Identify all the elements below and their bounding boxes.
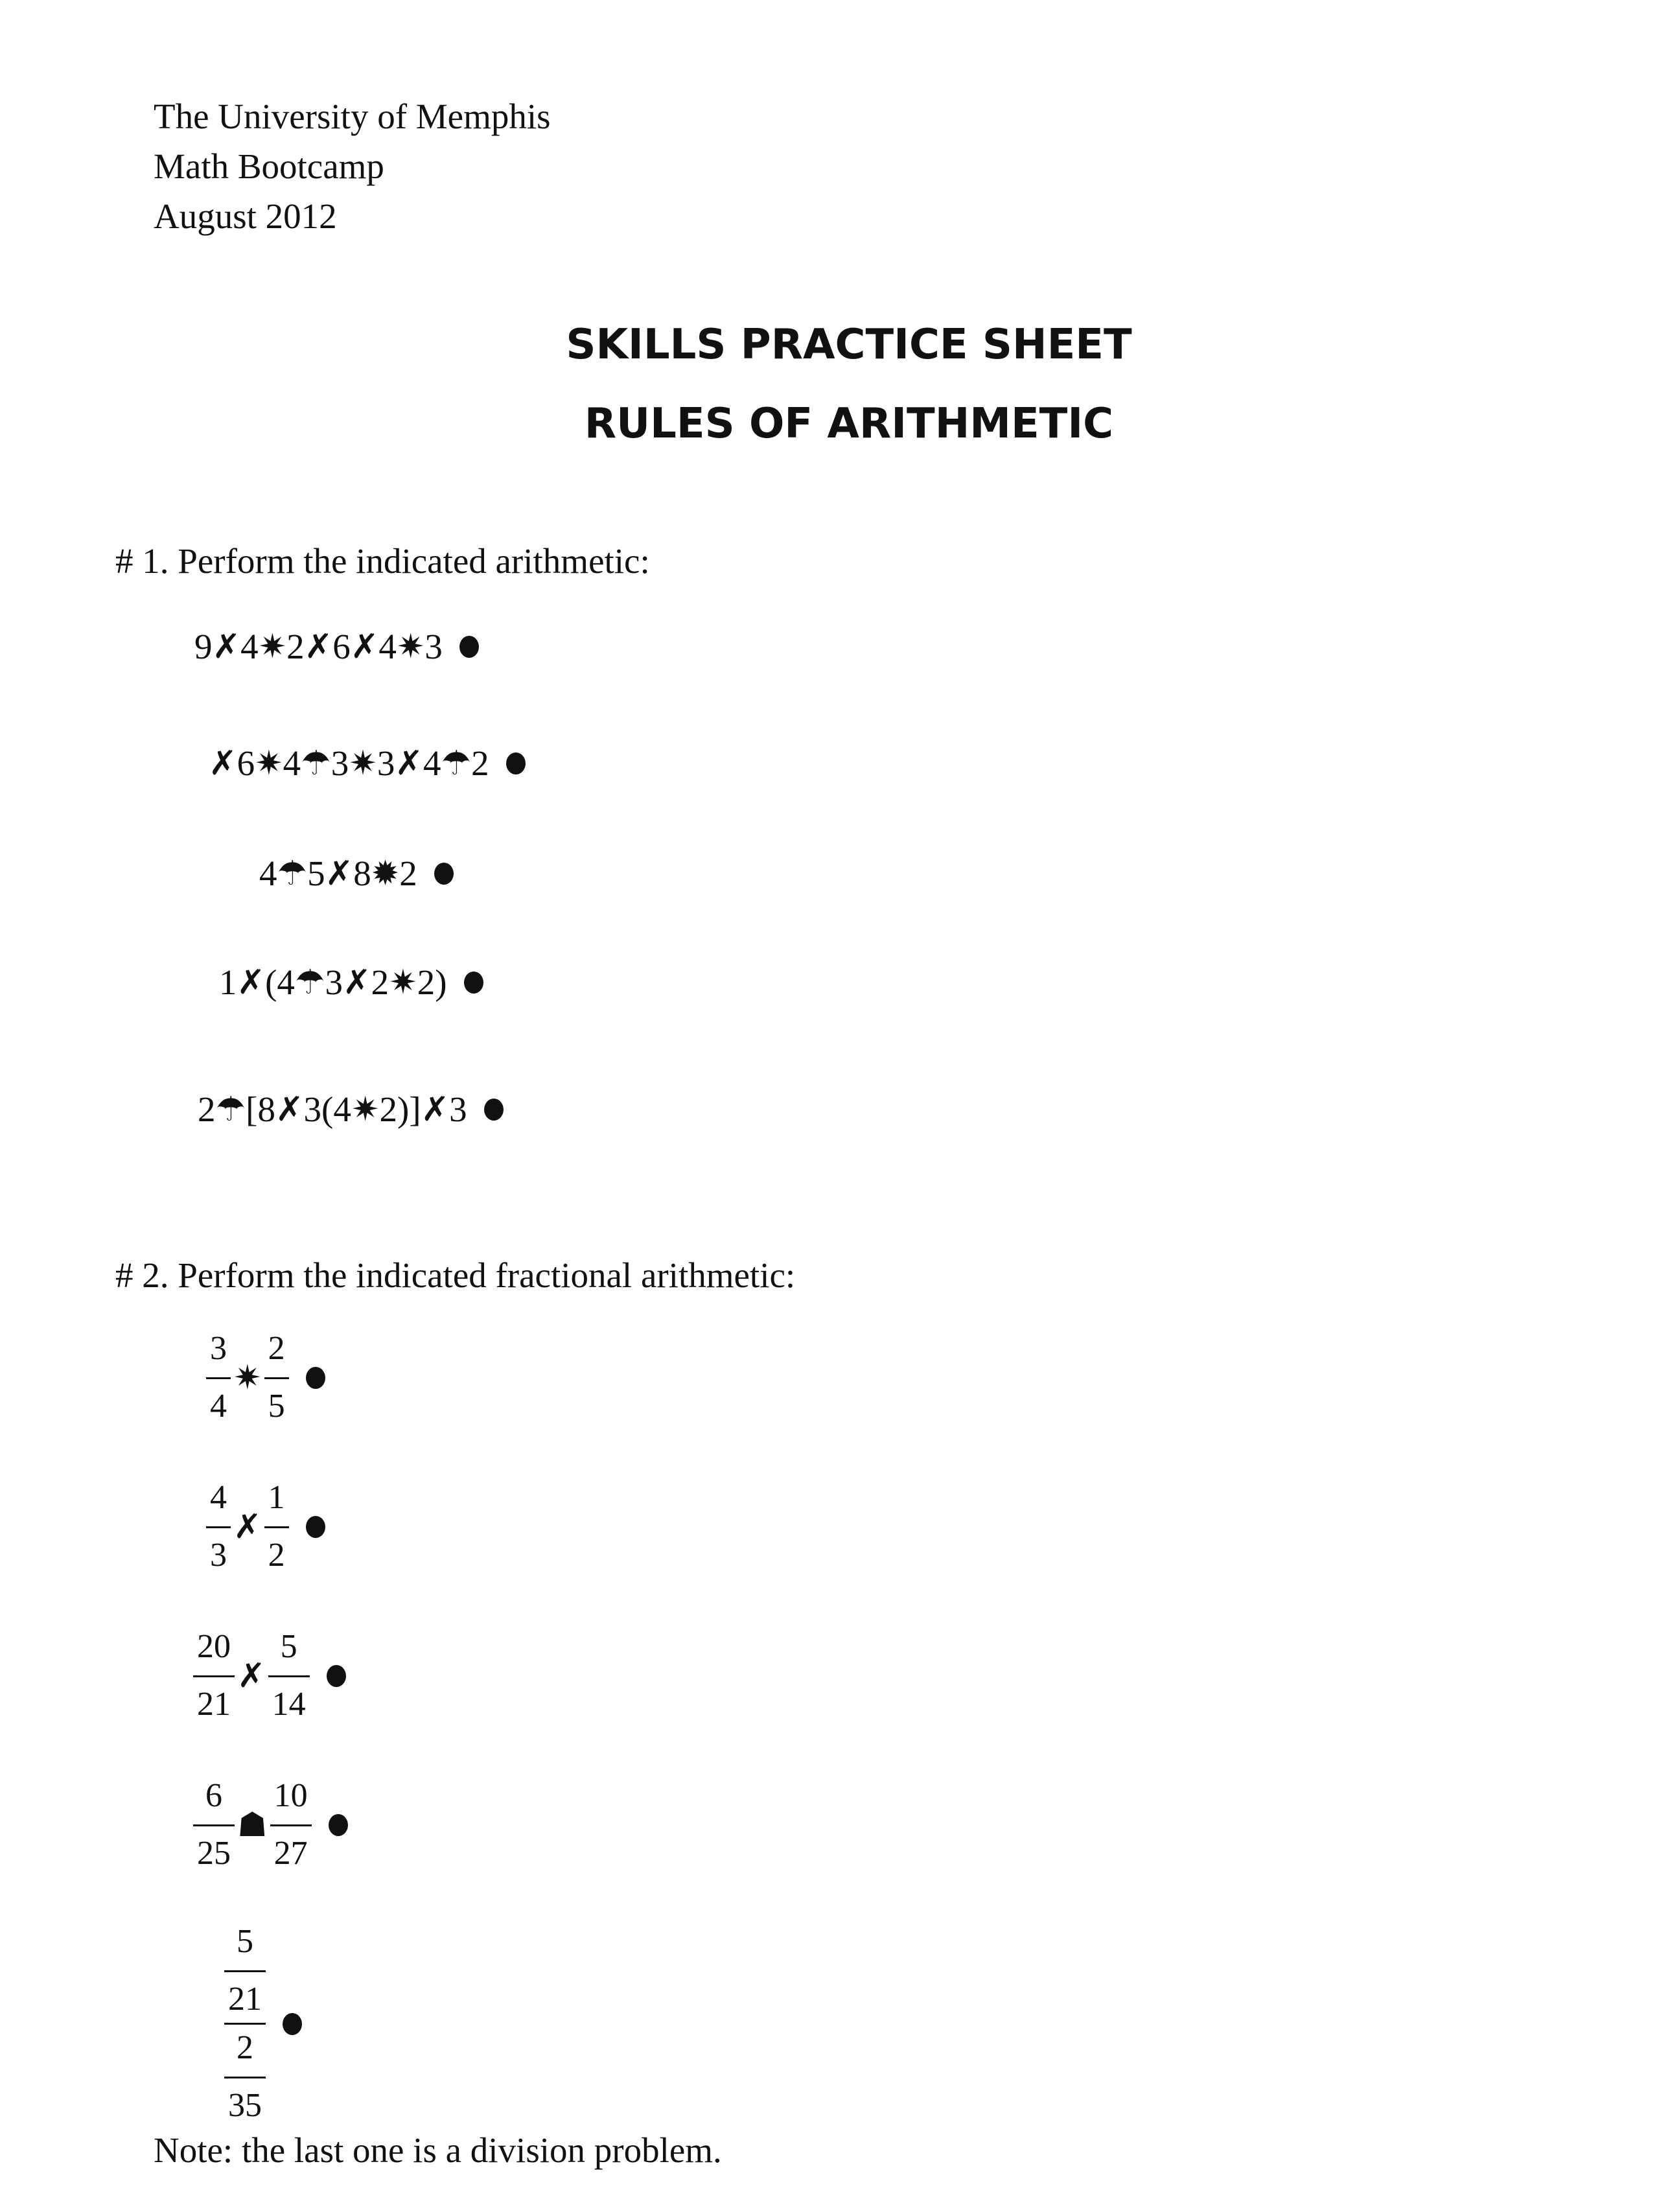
fraction-bar bbox=[193, 1675, 235, 1677]
header-date: August 2012 bbox=[154, 196, 337, 236]
expr-part: 8 bbox=[353, 854, 371, 893]
expr-part: 1 bbox=[219, 962, 237, 1002]
q1-problem-2 bbox=[209, 745, 526, 781]
numerator: 20 bbox=[197, 1628, 231, 1665]
fraction bbox=[193, 1630, 235, 1721]
expr-part: 3 bbox=[377, 743, 395, 783]
numerator: 10 bbox=[273, 1777, 308, 1814]
expr-part: ✗ bbox=[304, 627, 333, 666]
denominator: 5 bbox=[268, 1388, 285, 1425]
expr-part: ✗ bbox=[209, 743, 237, 783]
question-2-label: # 2. Perform the indicated fractional arithmetic: bbox=[115, 1255, 796, 1295]
expr-part: 2 bbox=[471, 743, 489, 783]
numerator: 5 bbox=[280, 1628, 297, 1665]
equals-dot-icon bbox=[434, 863, 454, 885]
expr-part: ✷ bbox=[255, 743, 283, 783]
numerator: 2 bbox=[237, 2029, 253, 2066]
fraction-bar bbox=[268, 1675, 310, 1677]
expr-part: ☂ bbox=[294, 962, 325, 1002]
fraction-bar bbox=[206, 1377, 231, 1379]
q2-problem-1 bbox=[206, 1332, 325, 1423]
fraction-bar bbox=[224, 1970, 266, 1972]
expr-part: 4 bbox=[423, 743, 441, 783]
expr-part: ✗ bbox=[237, 962, 266, 1002]
expr-part: 5 bbox=[307, 854, 325, 893]
expr-part: ✗ bbox=[325, 854, 354, 893]
expr-part: 2 bbox=[399, 854, 417, 893]
expr-part: 6 bbox=[237, 743, 255, 783]
fraction bbox=[193, 1779, 235, 1870]
header-university: The University of Memphis bbox=[154, 97, 551, 136]
numerator: 3 bbox=[210, 1330, 227, 1367]
expr-part: ✗ bbox=[421, 1089, 450, 1129]
denominator: 27 bbox=[273, 1835, 308, 1872]
expr-part: ✷ bbox=[351, 1089, 380, 1129]
page-subtitle: RULES OF ARITHMETIC bbox=[584, 400, 1114, 448]
fraction-bar bbox=[264, 1526, 289, 1528]
equals-dot-icon bbox=[306, 1516, 325, 1538]
equals-dot-icon bbox=[464, 972, 483, 994]
expr-part: [8 bbox=[246, 1089, 275, 1129]
q2-problem-2 bbox=[206, 1481, 325, 1572]
numerator: 5 bbox=[237, 1923, 253, 1960]
question-1-label: # 1. Perform the indicated arithmetic: bbox=[115, 541, 650, 581]
equals-dot-icon bbox=[506, 752, 526, 774]
numerator: 6 bbox=[205, 1777, 222, 1814]
expr-part: ✗ bbox=[395, 743, 423, 783]
operator-glyph: ☗ bbox=[237, 1805, 268, 1845]
q2-problem-4 bbox=[193, 1779, 348, 1870]
equals-dot-icon bbox=[306, 1367, 325, 1389]
expr-part: 3 bbox=[449, 1089, 467, 1129]
expr-part: ✷ bbox=[389, 962, 417, 1002]
q1-problem-4 bbox=[219, 964, 483, 1000]
fraction bbox=[264, 1332, 289, 1423]
expr-part: ☂ bbox=[441, 743, 472, 783]
equals-dot-icon bbox=[459, 636, 479, 658]
fraction bbox=[206, 1481, 231, 1572]
expr-part: 9 bbox=[194, 627, 213, 666]
numerator: 4 bbox=[210, 1479, 227, 1516]
denominator: 21 bbox=[228, 1981, 262, 2018]
denominator: 4 bbox=[210, 1388, 227, 1425]
main-fraction-bar bbox=[224, 2023, 266, 2025]
q2-problem-3 bbox=[193, 1630, 346, 1721]
equals-dot-icon bbox=[283, 2013, 302, 2035]
expr-part: ☂ bbox=[301, 743, 331, 783]
expr-part: ✷ bbox=[258, 627, 287, 666]
expr-part: ✗ bbox=[275, 1089, 304, 1129]
operator-glyph: ✷ bbox=[233, 1358, 262, 1397]
expr-part: 2)] bbox=[379, 1089, 421, 1129]
expr-part: ✷ bbox=[349, 743, 377, 783]
q1-problem-5 bbox=[198, 1091, 504, 1127]
operator-glyph: ✗ bbox=[233, 1507, 262, 1546]
expr-part: 4 bbox=[259, 854, 277, 893]
expr-part: (4 bbox=[265, 962, 295, 1002]
expr-part: 2 bbox=[286, 627, 305, 666]
denominator: 21 bbox=[197, 1686, 231, 1723]
denominator: 2 bbox=[268, 1537, 285, 1574]
expr-part: 2) bbox=[417, 962, 447, 1002]
q2-problem-5 bbox=[224, 1925, 302, 2123]
operator-glyph: ✗ bbox=[237, 1656, 266, 1695]
denominator: 25 bbox=[197, 1835, 231, 1872]
header-course: Math Bootcamp bbox=[154, 146, 384, 186]
expr-part: ✷ bbox=[396, 627, 425, 666]
equals-dot-icon bbox=[329, 1814, 348, 1836]
numerator: 1 bbox=[268, 1479, 285, 1516]
fraction-bar bbox=[270, 1824, 312, 1826]
q1-problem-3 bbox=[259, 856, 454, 891]
denominator: 3 bbox=[210, 1537, 227, 1574]
expr-part: 4 bbox=[378, 627, 397, 666]
fraction-bar bbox=[206, 1526, 231, 1528]
denominator: 35 bbox=[228, 2087, 262, 2124]
fraction bbox=[224, 1925, 266, 2016]
expr-part: 3(4 bbox=[303, 1089, 351, 1129]
expr-part: 2 bbox=[198, 1089, 216, 1129]
page-title: SKILLS PRACTICE SHEET bbox=[566, 321, 1132, 369]
fraction bbox=[270, 1779, 312, 1870]
expr-part: ☂ bbox=[277, 854, 308, 893]
fraction bbox=[268, 1630, 310, 1721]
equals-dot-icon bbox=[327, 1665, 346, 1687]
expr-part: ✗ bbox=[343, 962, 371, 1002]
numerator: 2 bbox=[268, 1330, 285, 1367]
fraction-bar bbox=[264, 1377, 289, 1379]
expr-part: ✹ bbox=[371, 854, 400, 893]
expr-part: ✗ bbox=[212, 627, 241, 666]
expr-part: 3 bbox=[331, 743, 349, 783]
expr-part: 4 bbox=[283, 743, 301, 783]
fraction bbox=[264, 1481, 289, 1572]
equals-dot-icon bbox=[484, 1099, 504, 1121]
note-text: Note: the last one is a division problem. bbox=[154, 2130, 722, 2170]
denominator: 14 bbox=[272, 1686, 306, 1723]
fraction bbox=[224, 2031, 266, 2123]
expr-part: 4 bbox=[240, 627, 259, 666]
expr-part: 3 bbox=[424, 627, 443, 666]
fraction bbox=[206, 1332, 231, 1423]
expr-part: ✗ bbox=[350, 627, 379, 666]
expr-part: 6 bbox=[332, 627, 351, 666]
fraction-bar bbox=[193, 1824, 235, 1826]
q1-problem-1 bbox=[194, 629, 479, 664]
expr-part: 2 bbox=[371, 962, 389, 1002]
expr-part: 3 bbox=[325, 962, 343, 1002]
expr-part: ☂ bbox=[215, 1089, 246, 1129]
complex-fraction bbox=[224, 1925, 266, 2123]
fraction-bar bbox=[224, 2077, 266, 2078]
